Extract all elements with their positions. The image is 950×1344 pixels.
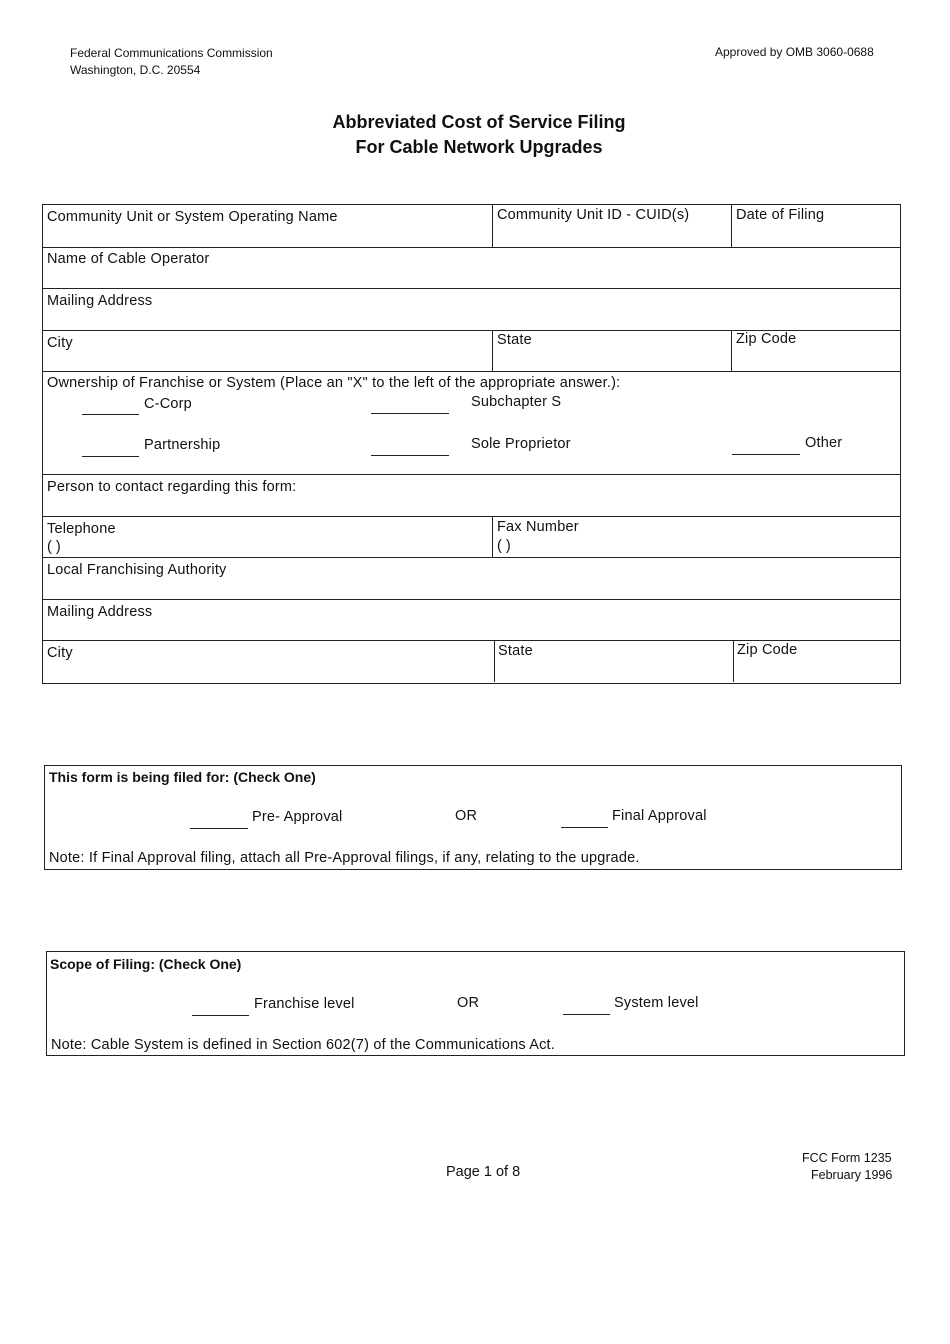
col-divider [731, 330, 732, 371]
ownership-prompt: Ownership of Franchise or System (Place an "X" to the left of the appropriate answer.): [47, 375, 621, 391]
form-number: FCC Form 1235 [802, 1151, 892, 1165]
city-field[interactable]: City [47, 335, 73, 351]
page-number: Page 1 of 8 [446, 1164, 521, 1180]
sole-proprietor-blank[interactable] [371, 455, 449, 456]
partnership-blank[interactable] [82, 456, 139, 457]
zip-field[interactable]: Zip Code [736, 331, 797, 347]
final-approval-option: Final Approval [612, 808, 707, 824]
c-corp-option: C-Corp [144, 396, 192, 412]
lfa-city-field[interactable]: City [47, 645, 73, 661]
cable-operator-field[interactable]: Name of Cable Operator [47, 251, 210, 267]
or-label: OR [455, 808, 478, 824]
filed-for-title: This form is being filed for: (Check One) [49, 769, 316, 785]
c-corp-blank[interactable] [82, 414, 139, 415]
subchapter-s-option: Subchapter S [471, 394, 562, 410]
lfa-state-field[interactable]: State [498, 643, 533, 659]
col-divider [731, 204, 732, 247]
telephone-label: Telephone [47, 521, 116, 537]
pre-approval-option: Pre- Approval [252, 809, 343, 825]
mailing-address-field[interactable]: Mailing Address [47, 293, 153, 309]
row-divider [42, 640, 900, 641]
col-divider [492, 204, 493, 247]
other-blank[interactable] [732, 454, 800, 455]
sole-proprietor-option: Sole Proprietor [471, 436, 571, 452]
row-divider [42, 557, 900, 558]
col-divider [492, 330, 493, 371]
scope-title: Scope of Filing: (Check One) [50, 956, 242, 972]
pre-approval-blank[interactable] [190, 828, 248, 829]
scope-or-label: OR [457, 995, 480, 1011]
agency-name: Federal Communications Commission [70, 46, 273, 60]
partnership-option: Partnership [144, 437, 221, 453]
scope-note: Note: Cable System is defined in Section 602(7) of the Communications Act. [51, 1037, 556, 1053]
row-divider [42, 516, 900, 517]
col-divider [492, 516, 493, 557]
lfa-mailing-address-field[interactable]: Mailing Address [47, 604, 153, 620]
date-of-filing-field[interactable]: Date of Filing [736, 207, 825, 223]
form-title: Abbreviated Cost of Service Filing [332, 112, 626, 132]
state-field[interactable]: State [497, 332, 532, 348]
col-divider [494, 640, 495, 682]
lfa-zip-field[interactable]: Zip Code [737, 642, 798, 658]
franchise-level-blank[interactable] [192, 1015, 249, 1016]
other-option: Other [805, 435, 843, 451]
fax-label: Fax Number [497, 519, 579, 535]
telephone-field[interactable]: ( ) [47, 539, 61, 555]
community-unit-name-field[interactable]: Community Unit or System Operating Name [47, 209, 338, 225]
agency-address: Washington, D.C. 20554 [70, 63, 201, 77]
col-divider [733, 640, 734, 682]
row-divider [42, 247, 900, 248]
system-level-option: System level [614, 995, 699, 1011]
form-subtitle: For Cable Network Upgrades [355, 137, 603, 157]
filed-for-note: Note: If Final Approval filing, attach all Pre-Approval filings, if any, relating to the upgrade. [49, 850, 640, 866]
fax-field[interactable]: ( ) [497, 538, 511, 554]
form-date: February 1996 [811, 1168, 893, 1182]
system-level-blank[interactable] [563, 1014, 610, 1015]
subchapter-s-blank[interactable] [371, 413, 449, 414]
cuid-field[interactable]: Community Unit ID - CUID(s) [497, 207, 690, 223]
row-divider [42, 474, 900, 475]
franchise-level-option: Franchise level [254, 996, 355, 1012]
row-divider [42, 371, 900, 372]
contact-person-field[interactable]: Person to contact regarding this form: [47, 479, 297, 495]
row-divider [42, 288, 900, 289]
lfa-field[interactable]: Local Franchising Authority [47, 562, 227, 578]
final-approval-blank[interactable] [561, 827, 608, 828]
omb-approval: Approved by OMB 3060-0688 [715, 45, 874, 59]
row-divider [42, 599, 900, 600]
